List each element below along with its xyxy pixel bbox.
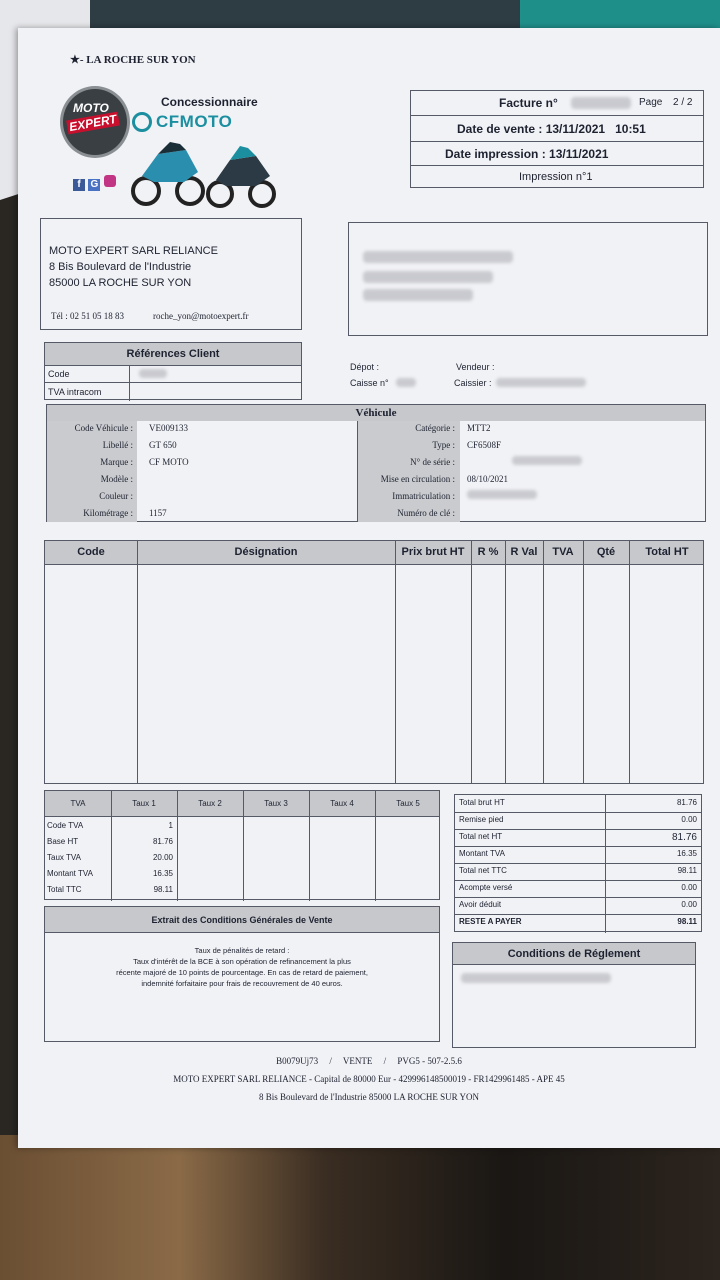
client-references-title: Références Client — [45, 343, 301, 365]
vehicle-field-value: GT 650 — [149, 440, 177, 450]
customer-redacted-line2 — [363, 271, 493, 283]
tva-table-header — [45, 791, 439, 817]
cgv-line1: Taux de pénalités de retard : — [194, 946, 290, 955]
totals-row-label: Total brut HT — [459, 798, 505, 807]
vehicle-field-label: N° de série : — [410, 457, 455, 467]
motorcycle-blue-icon — [133, 142, 203, 204]
tva-column-divider — [309, 817, 310, 901]
tva-row-value: 20.00 — [152, 853, 173, 862]
footer-line3: 8 Bis Boulevard de l'Industrie 85000 LA ROCHE SUR YON — [258, 1092, 480, 1102]
invoice-info-box — [410, 90, 704, 188]
vehicle-field-value: MTT2 — [467, 423, 491, 433]
tva-column-divider — [375, 817, 376, 901]
caisse-redacted — [396, 378, 416, 387]
cgv-title: Extrait des Conditions Générales de Vente — [45, 907, 439, 933]
items-column-divider — [395, 565, 396, 783]
cfmoto-wordmark: CFMOTO — [156, 112, 233, 131]
client-references-box — [44, 342, 302, 400]
vendeur-label: Vendeur : — [456, 362, 495, 372]
vehicle-field-label: Mise en circulation : — [380, 474, 455, 484]
tva-row-label: Code TVA — [47, 821, 84, 830]
seller-address-line2: 85000 LA ROCHE SUR YON — [49, 277, 192, 289]
vehicle-field-label: Code Véhicule : — [74, 423, 133, 433]
items-table — [44, 540, 704, 784]
seller-address-line1: 8 Bis Boulevard de l'Industrie — [49, 261, 192, 273]
logo-brand-bottom: EXPERT — [68, 111, 118, 135]
items-column-divider — [505, 541, 506, 565]
totals-row-label: Avoir déduit — [459, 900, 502, 909]
tva-column-divider — [309, 791, 310, 817]
immatriculation-redacted — [467, 490, 537, 499]
vehicle-field-value: 08/10/2021 — [467, 474, 509, 484]
vehicle-field-label: Numéro de clé : — [397, 508, 455, 518]
impression-row — [411, 165, 703, 189]
tva-column-header: Taux 2 — [198, 799, 222, 808]
totals-row-divider — [455, 897, 701, 898]
vehicle-field-value: CF MOTO — [149, 457, 189, 467]
cgv-line4: indemnité forfaitaire pour frais de recouvrement de 40 euros. — [141, 979, 343, 988]
seller-address — [49, 243, 218, 291]
location-line — [70, 53, 196, 66]
tva-column-header: Taux 5 — [396, 799, 420, 808]
impression-number: Impression n°1 — [519, 171, 593, 183]
caissier-label: Caissier : — [454, 378, 492, 388]
tva-row-value: 16.35 — [152, 869, 173, 878]
tva-column-header: Taux 1 — [132, 799, 156, 808]
cgv-line2: Taux d'intérêt de la BCE à son opération de refinancement la plus — [133, 957, 351, 966]
cgv-text — [45, 945, 439, 989]
tva-row-label: Base HT — [47, 837, 79, 846]
cgv-line3: récente majoré de 10 points de pourcentage. En cas de retard de paiement, — [116, 968, 368, 977]
vehicle-field-label: Immatriculation : — [392, 491, 455, 501]
items-column-divider — [137, 565, 138, 783]
items-column-divider — [137, 541, 138, 565]
client-tva-label: TVA intracom — [48, 387, 102, 397]
totals-table — [454, 794, 702, 932]
totals-row-label: Total net TTC — [459, 866, 507, 875]
footer-line1: B0079Uj73 / VENTE / PVG5 - 507-2.5.6 — [276, 1056, 462, 1066]
vehicle-field-label: Modèle : — [100, 474, 133, 484]
facture-number-redacted — [571, 97, 631, 109]
seller-box — [40, 218, 302, 330]
tva-column-header: Taux 3 — [264, 799, 288, 808]
items-column-divider — [505, 565, 506, 783]
invoice-page — [18, 28, 720, 1148]
items-table-body — [45, 565, 703, 783]
customer-address-box — [348, 222, 708, 336]
items-column-divider — [543, 541, 544, 565]
totals-row-label: Acompte versé — [459, 883, 513, 892]
totals-row-label: Remise pied — [459, 815, 504, 824]
moto-expert-logo — [60, 86, 130, 158]
tva-row-value: 98.11 — [153, 885, 173, 894]
motorcycle-black-icon — [208, 146, 274, 206]
facture-row — [411, 91, 703, 115]
background-table-surface — [0, 1135, 720, 1280]
tva-row-value: 81.76 — [152, 837, 173, 846]
items-column-header: Total HT — [645, 546, 689, 558]
page-label: Page — [639, 97, 663, 108]
totals-row-label: RESTE A PAYER — [459, 917, 522, 926]
vehicle-field-value: 1157 — [149, 508, 167, 518]
items-column-divider — [395, 541, 396, 565]
tva-column-header: Taux 4 — [330, 799, 354, 808]
star-icon: ★ — [70, 54, 80, 66]
items-column-header: R % — [477, 546, 499, 558]
tva-row-value: 1 — [168, 821, 173, 830]
items-column-header: R Val — [510, 546, 538, 558]
totals-row-divider — [455, 829, 701, 830]
google-icon: G — [88, 179, 100, 191]
caissier-redacted — [496, 378, 586, 387]
tva-row-label: Montant TVA — [47, 869, 93, 878]
seller-phone: Tél : 02 51 05 18 83 — [51, 311, 124, 321]
instagram-icon — [104, 175, 116, 187]
client-code-label: Code — [48, 369, 70, 379]
items-column-divider — [583, 565, 584, 783]
serial-number-redacted — [512, 456, 582, 465]
totals-row-divider — [455, 914, 701, 915]
vehicle-title: Véhicule — [47, 405, 705, 421]
facture-label: Facture n° — [499, 96, 558, 110]
tva-column-header: TVA — [70, 799, 86, 808]
date-vente: Date de vente : 13/11/2021 10:51 — [457, 122, 646, 136]
vehicle-field-value: CF6508F — [467, 440, 502, 450]
seller-name: MOTO EXPERT SARL RELIANCE — [49, 245, 218, 257]
items-column-header: TVA — [552, 546, 574, 558]
tva-column-divider — [243, 791, 244, 817]
totals-row-value: 81.76 — [671, 832, 697, 843]
dealer-label: Concessionnaire — [161, 95, 258, 109]
facebook-icon: f — [73, 179, 85, 191]
totals-row-value: 16.35 — [676, 849, 697, 858]
customer-redacted-line3 — [363, 289, 473, 301]
reglement-box — [452, 942, 696, 1048]
logo-brand-top: MOTO — [73, 101, 109, 115]
location-text: - LA ROCHE SUR YON — [79, 54, 196, 66]
tva-row-label: Taux TVA — [47, 853, 81, 862]
totals-row-value: 98.11 — [677, 917, 697, 926]
invoice-footer — [18, 1052, 720, 1106]
totals-row-divider — [455, 863, 701, 864]
items-column-divider — [471, 541, 472, 565]
motorcycles-image — [128, 136, 278, 208]
depot-label: Dépot : — [350, 362, 380, 372]
items-column-header: Qté — [596, 546, 616, 558]
items-column-header: Prix brut HT — [401, 546, 465, 558]
items-column-divider — [543, 565, 544, 783]
items-table-header — [45, 541, 703, 565]
reglement-redacted — [461, 973, 611, 983]
date-impression: Date impression : 13/11/2021 — [445, 147, 609, 161]
customer-redacted-line1 — [363, 251, 513, 263]
page-value: 2 / 2 — [673, 97, 693, 108]
tva-table — [44, 790, 440, 900]
client-code-redacted — [139, 369, 167, 378]
totals-row-label: Total net HT — [459, 832, 503, 841]
tva-column-divider — [111, 791, 112, 817]
seller-email: roche_yon@motoexpert.fr — [153, 311, 249, 321]
tva-row-label: Total TTC — [47, 885, 82, 894]
cfmoto-logo-icon — [132, 112, 152, 132]
totals-row-value: 81.76 — [676, 798, 697, 807]
client-code-row — [45, 365, 301, 382]
tva-table-body — [45, 817, 439, 901]
social-icons — [73, 175, 116, 191]
vehicle-left-label-column — [47, 421, 137, 522]
vehicle-field-label: Kilométrage : — [83, 508, 133, 518]
items-column-divider — [583, 541, 584, 565]
vehicle-field-label: Marque : — [100, 457, 133, 467]
tva-column-divider — [177, 817, 178, 901]
items-column-divider — [471, 565, 472, 783]
vehicle-field-label: Libellé : — [102, 440, 133, 450]
totals-row-value: 0.00 — [681, 815, 697, 824]
totals-row-divider — [455, 812, 701, 813]
totals-row-value: 0.00 — [681, 900, 697, 909]
totals-row-divider — [455, 846, 701, 847]
reglement-title: Conditions de Réglement — [453, 943, 695, 965]
footer-line2: MOTO EXPERT SARL RELIANCE - Capital de 80000 Eur - 429996148500019 - FR1429961485 - APE 45 — [173, 1074, 565, 1084]
totals-row-value: 0.00 — [681, 883, 697, 892]
client-tva-row — [45, 382, 301, 400]
totals-row-divider — [455, 880, 701, 881]
cgv-box — [44, 906, 440, 1042]
vehicle-field-value: VE009133 — [149, 423, 188, 433]
totals-row-label: Montant TVA — [459, 849, 505, 858]
tva-column-divider — [177, 791, 178, 817]
tva-column-divider — [243, 817, 244, 901]
vehicle-box — [46, 404, 706, 522]
items-column-header: Désignation — [234, 546, 298, 558]
totals-row-value: 98.11 — [677, 866, 697, 875]
items-column-divider — [629, 565, 630, 783]
vehicle-field-label: Type : — [432, 440, 455, 450]
vehicle-field-label: Couleur : — [99, 491, 133, 501]
vehicle-right-label-column — [357, 421, 460, 522]
caisse-label: Caisse n° — [350, 378, 389, 388]
items-column-header: Code — [77, 546, 105, 558]
vehicle-field-label: Catégorie : — [415, 423, 455, 433]
date-impression-row — [411, 141, 703, 165]
tva-column-divider — [375, 791, 376, 817]
date-vente-row — [411, 115, 703, 141]
items-column-divider — [629, 541, 630, 565]
